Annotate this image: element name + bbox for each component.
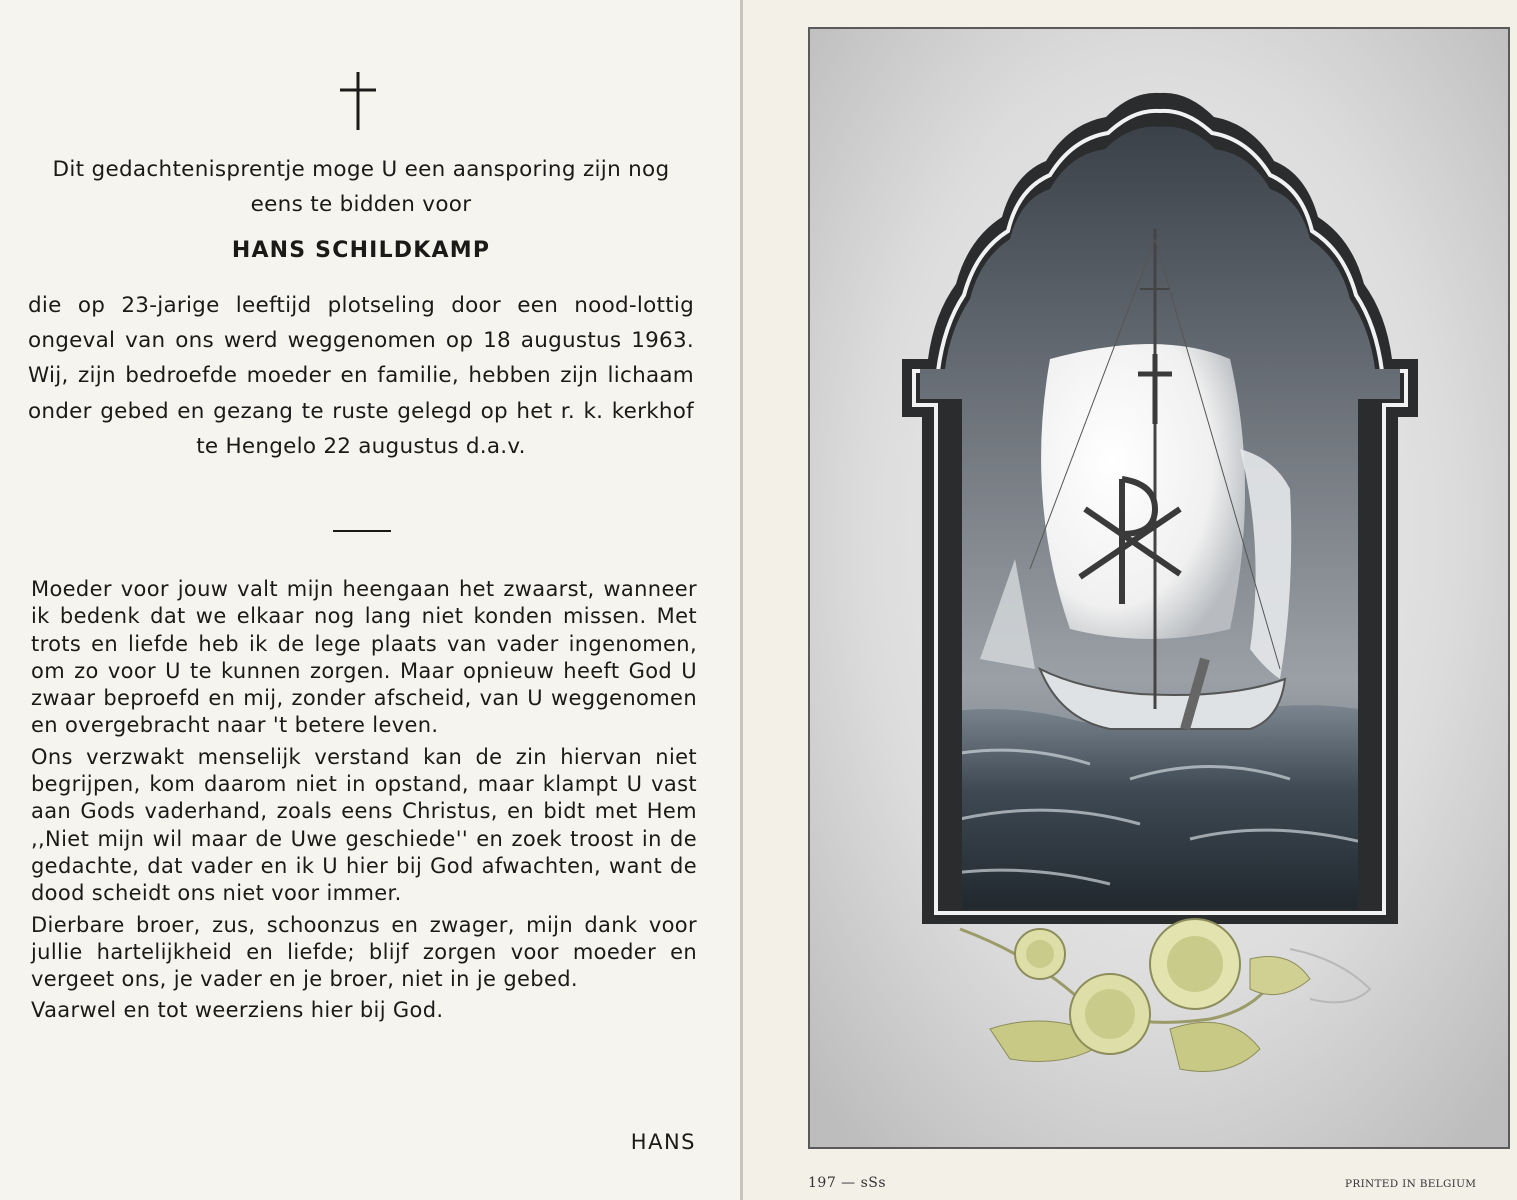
message-paragraph: Vaarwel en tot weerziens hier bij God. — [31, 998, 444, 1023]
cross-icon — [336, 70, 380, 132]
print-number: 197 — sSs — [808, 1175, 887, 1191]
death-announcement: die op 23-jarige leeftijd plotseling door een nood-lottig ongeval van ons werd weggenomen op 18 augustus 1963. Wij, zijn bedroefde moeder en familie, hebben zijn lichaam onder gebed en gezang te ruste gelegd op het r. k. kerkhof te Hengelo 22 augustus d.a.v. — [28, 293, 694, 459]
divider — [333, 530, 391, 532]
message-paragraph: Moeder voor jouw valt mijn heengaan het zwaarst, wanneer ik bedenk dat we elkaar nog lang niet konden missen. Met trots en liefde heb ik de lege plaats van vader ingenomen, om zo voor U te kunnen zorgen. Maar opnieuw heeft God U zwaar beproefd en mij, zonder afscheid, van U weggenomen en overgebracht naar 't betere leven. — [31, 577, 697, 738]
ship-illustration — [810, 29, 1508, 1147]
farewell-message — [31, 576, 697, 1029]
deceased-name: HANS SCHILDKAMP — [231, 238, 491, 263]
left-page — [0, 0, 740, 1200]
printer-mark: PRINTED IN BELGIUM — [1345, 1178, 1477, 1190]
message-paragraph: Dierbare broer, zus, schoonzus en zwager, mijn dank voor jullie hartelijkheid en liefde; blijf zorgen voor moeder en vergeet ons, je vader en je broer, niet in je gebed. — [31, 912, 697, 992]
signature: HANS — [630, 1130, 696, 1154]
intro-text: Dit gedachtenisprentje moge U een aansporing zijn nog eens te bidden voor — [52, 157, 670, 217]
devotional-image — [808, 27, 1510, 1149]
message-paragraph: Ons verzwakt menselijk verstand kan de zin hiervan niet begrijpen, kom daarom niet in opstand, maar klampt U vast aan Gods vaderhand, zoals eens Christus, en bidt met Hem ,,Niet mijn wil maar de Uwe geschiede'' en zoek troost in de gedachte, dat vader en ik U hier bij God afwachten, want de dood scheidt ons niet voor immer. — [31, 744, 697, 906]
